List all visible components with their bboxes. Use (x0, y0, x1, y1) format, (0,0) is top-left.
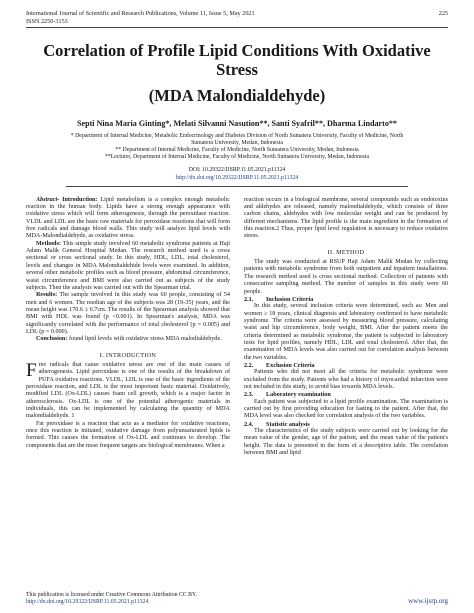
abstract-intro (26, 197, 230, 241)
abstract-methods-label: Methods: (36, 240, 61, 247)
doi-rule (66, 186, 408, 187)
abstract-conclusion-label: Conclusion: (36, 336, 68, 343)
exclusion-paragraph: Patients who did not meet all the criteria for metabolic syndrome were excluded from the study. Patients who had a history of myocardial infarction were not included in this study, to avoid bias towards MDA levels. (244, 369, 448, 390)
doi-text: DOI: 10.29322/IJSRP.11.05.2021.p11324 (188, 167, 286, 174)
abstract-methods-text: This simple study involved 60 metabolic syndrome patients at Haji Adam Malik General Hospital Medan. The research method used is a cross sectional or cross sectional study. In this study, HDL, LDL, total cholesterol, levels and changes in MDA Malondialdehide levels were examined. In addition, several other metabolic profiles such as blood pressure, abdominal circumference, waist circumference and BMI were also carried out as subjects of the study subjects. Then the analysis was carried out with the Spearman trial. (26, 240, 230, 291)
abstract-results (26, 292, 230, 336)
abstract-conclusion (26, 336, 230, 343)
spacer (244, 241, 448, 247)
intro-paragraph-1 (26, 359, 230, 421)
subsection-title: Inclusion Criteria (266, 295, 314, 303)
doi-block (26, 167, 448, 181)
abstract-label: Abstract- (36, 196, 60, 203)
title-line-1: Correlation of Profile Lipid Conditions With Oxidative (43, 41, 431, 60)
abstract-intro-text: Lipid metabolism is a complex enough metabolic reaction in the human body. Lipids have a strong enough appearance with oxidative stress which will form atherogenesis, through the peroxidase reaction. VLDL and LDL are the basic raw materials for peroxidase reactions that will form free radicals and damage blood walls. This study will analyze lipid levels with MDA-Malondialdehyde, as oxidative stress. (26, 196, 230, 240)
subsection-number: 2.3. (244, 391, 254, 399)
method-paragraph: The study was conducted at RSUP Haji Adam Malik Medan by collecting patients with metabolic syndrome from both outpatient and inpatient installations. The research method used is cross sectional method. Collection of patients with consecutive sampling method. The number of samples in this study were 60 people. (244, 259, 448, 295)
subsection-title: Statistic analysis (266, 420, 310, 428)
intro-continued: reaction occurs in a biological membrane, several compounds such as endotoxins and aldehydes are released, namely malondialdehyde, which consists of three carbon chains, aldehydes with low molecular weight and can be produced by different mechanisms. The lipid profile is the main ingredient in the formation of this reaction.2 Thus, proper lipid level regulation is necessary to reduce oxidative stress. (244, 196, 448, 240)
title-line-3: (MDA Malondialdehyde) (148, 86, 326, 105)
doi-link[interactable]: http://dx.doi.org/10.29322/IJSRP.11.05.2021.p11324 (175, 174, 299, 181)
spacer (26, 344, 230, 350)
subsection-heading-2-1 (244, 296, 448, 303)
license-line: This publication is licensed under Creative Commons Attribution CC BY. (26, 592, 197, 598)
abstract-results-text: The sample involved in this study was 60 people, consisting of 54 men and 6 women. The median age of the subjects was 28 (19-35) years, and the mean height was 170.6 ± 6.7cm. The results of the Spearman analysis showed that BMI with HDL was found (p <0.001). In Spearman's analysis, MDA was significantly correlated with the performance of total cholesterol (p = 0.005) and LDL (p = 0.009). (26, 292, 230, 335)
laboratory-paragraph: Each patient was subjected to a lipid profile examination. The examination is carried out by first providing education for fasting to the patient. After that, the MDA level was also checked for correlation analysis of the two variables. (244, 398, 448, 420)
footer (26, 592, 197, 606)
abstract-intro-label: Introduction: (62, 196, 98, 203)
subsection-heading-2-3 (244, 391, 448, 398)
header-rule (26, 27, 448, 28)
subsection-title: Exclusion Criteria (266, 361, 315, 369)
paper-title (26, 42, 448, 106)
abstract-results-label: Results: (36, 292, 58, 299)
affiliation-3: **Lecturer, Department of Internal Medicine, Faculty of Medicine, North Sumatera University, Medan, Indonesia (104, 154, 370, 161)
intro-paragraph-1-text: ree radicals that cause oxidative stress are one of the main causes of atherogenesis. Lipid peroxidase is one of the results of the breakdown of PUFA oxidative reactions. VLDL, LDL is one of the basic ingredients of the peroxidase reaction, and LDL is the most important basic material. Oxidatively, modified LDL (Ox-LDL) causes foam cell growth, which is a major factor in atherosclerosis. Ox-LDL is one of the potential atherogenic materials in individuals, this can be implemented by calculating the quantity of MDA malondialdehyde. 1 (26, 361, 230, 420)
footer-doi-link[interactable]: http://dx.doi.org/10.29322/IJSRP.11.05.2021.p11324 (26, 599, 149, 606)
journal-line: International Journal of Scientific and Research Publications, Volume 11, Issue 5, May 2021 (26, 10, 255, 17)
body-columns (26, 197, 448, 458)
issn-line: ISSN 2250-3153 (26, 17, 68, 25)
site-link[interactable]: www.ijsrp.org (408, 597, 448, 605)
affiliations (26, 133, 448, 162)
left-column (26, 197, 230, 458)
affiliation-1: * Department of Internal Medicine, Metabolic Endocrinology and Diabetes Division of North Sumatera University, Faculty of Medicine, North (70, 132, 404, 139)
intro-paragraph-2: Fat peroxidase is a reaction that acts as a mediator for oxidative reactions, once this reaction is initiated, oxidative damage from polyunsaturated lipids is formed. This causes the formation of Ox-LDL and continues to develop. The components that are the most frequent targets are biological membranes. When a (26, 420, 230, 449)
statistics-paragraph: The characteristics of the study subjects were carried out by looking for the mean value of the gender, age of the patient, and the mean value of the patient's height. The data is presented in the form of a descriptive table. The correlation between BMI and lipid (244, 428, 448, 457)
subsection-heading-2-4 (244, 421, 448, 428)
subsection-title: Laboratory examination (266, 391, 331, 399)
title-line-2: Stress (216, 59, 258, 79)
subsection-number: 2.1. (244, 295, 254, 303)
subsection-number: 2.2. (244, 361, 254, 369)
drop-cap: F (26, 359, 37, 381)
abstract-conclusion-text: found lipid levels with oxidative stress MDA malodialdehyde. (68, 336, 222, 343)
section-heading-introduction: I. INTRODUCTION (99, 351, 157, 359)
subsection-number: 2.4. (244, 420, 254, 428)
inclusion-paragraph: In this study, several inclusion criteria were determined, such as: Men and women ≥ 18 years, clinical diagnosis and laboratory confirmed to have metabolic syndrome. The criteria were assessed by measuring blood pressure, calculating waist and hip circumference, body weight, BMI. After the patient meets the criteria determined as metabolic syndrome, the patient is subjected to laboratory tests for lipid profiles, namely HDL, LDL and total cholesterol. After that, the examination of MDA levels was also carried out for correlation analysis between the two variables. (244, 303, 448, 361)
running-header (26, 10, 448, 25)
abstract-methods (26, 241, 230, 292)
author-list: Septi Nina Maria Ginting*, Melati Silvanni Nasution**, Santi Syafril**, Dharma Lindarto** (77, 118, 397, 128)
right-column (244, 197, 448, 458)
affiliation-1-cont: Sumatera University, Medan, Indonesia (191, 139, 283, 146)
page-number: 225 (438, 10, 448, 17)
section-heading-method: II. METHOD (327, 248, 365, 256)
affiliation-2: ** Department of Internal Medicine, Faculty of Medicine, North Sumatera University, Medan, Indonesia (115, 146, 359, 153)
